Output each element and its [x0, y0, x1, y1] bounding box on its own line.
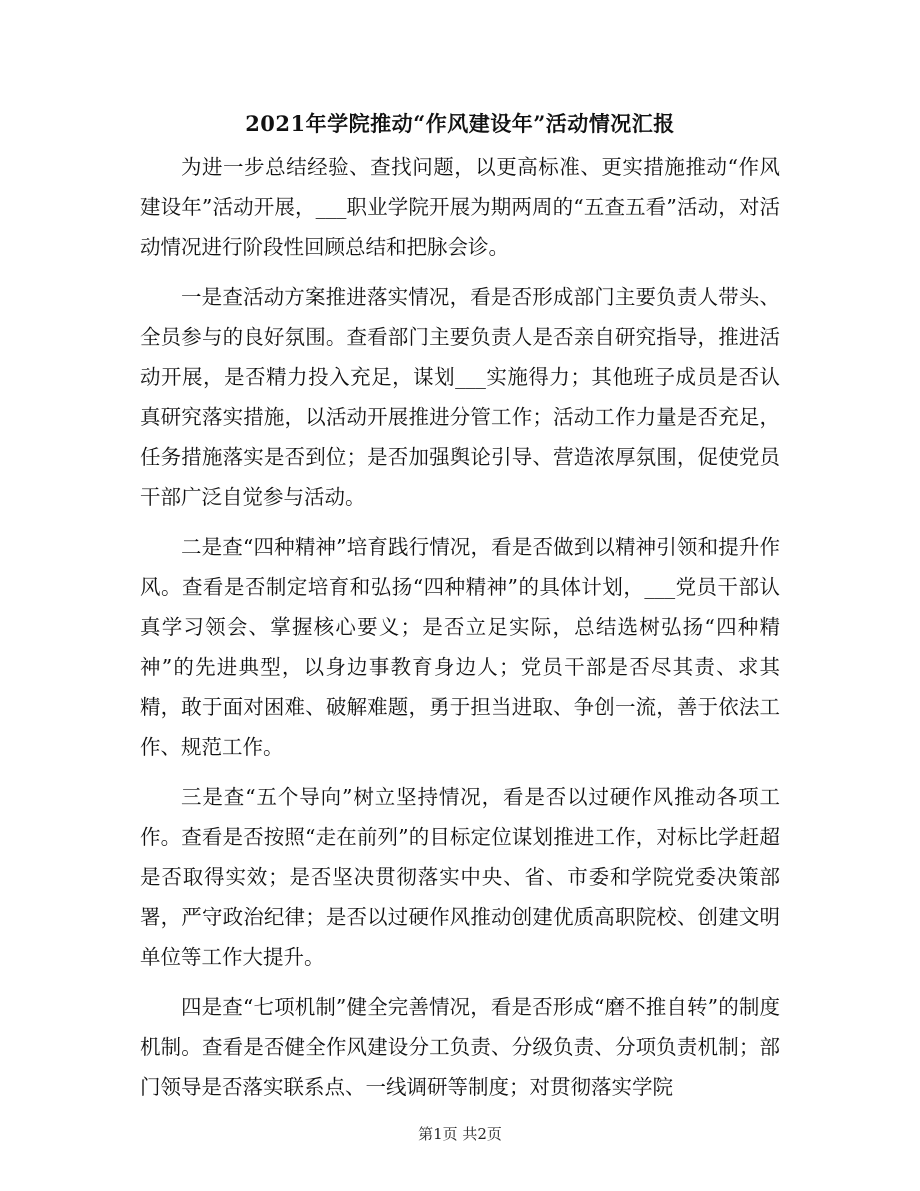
paragraph-item-4: 四是查“七项机制”健全完善情况，看是否形成“磨不推自转”的制度机制。查看是否健全作风建设分工负责、分级负责、分项负责机制；部门领导是否落实联系点、一线调研等制度；对贯彻落实学院: [140, 995, 780, 1099]
paragraph-item-3: 三是查“五个导向”树立坚持情况，看是否以过硬作风推动各项工作。查看是否按照“走在前列”的目标定位谋划推进工作，对标比学赶超是否取得实效；是否坚决贯彻落实中央、省、市委和学院党委决策部署，严守政治纪律；是否以过硬作风推动创建优质高职院校、创建文明单位等工作大提升。: [140, 785, 780, 969]
document-body: [140, 147, 780, 1117]
paragraph-intro: 为进一步总结经验、查找问题，以更高标准、更实措施推动“作风建设年”活动开展，___职业学院开展为期两周的“五查五看”活动，对活动情况进行阶段性回顾总结和把脉会诊。: [140, 155, 780, 259]
document-title: 2021年学院推动“作风建设年”活动情况汇报: [245, 111, 675, 136]
paragraph-item-1: 一是查活动方案推进落实情况，看是否形成部门主要负责人带头、全员参与的良好氛围。查看部门主要负责人是否亲自研究指导，推进活动开展，是否精力投入充足，谋划___实施得力；其他班子成员是否认真研究落实措施，以活动开展推进分管工作；活动工作力量是否充足，任务措施落实是否到位；是否加强舆论引导、营造浓厚氛围，促使党员干部广泛自觉参与活动。: [140, 285, 780, 509]
page-number-footer: 第1页 共2页: [418, 1125, 502, 1143]
paragraph-item-2: 二是查“四种精神”培育践行情况，看是否做到以精神引领和提升作风。查看是否制定培育和弘扬“四种精神”的具体计划，___党员干部认真学习领会、掌握核心要义；是否立足实际，总结选树弘扬“四种精神”的先进典型，以身边事教育身边人；党员干部是否尽其责、求其精，敢于面对困难、破解难题，勇于担当进取、争创一流，善于依法工作、规范工作。: [140, 535, 780, 759]
